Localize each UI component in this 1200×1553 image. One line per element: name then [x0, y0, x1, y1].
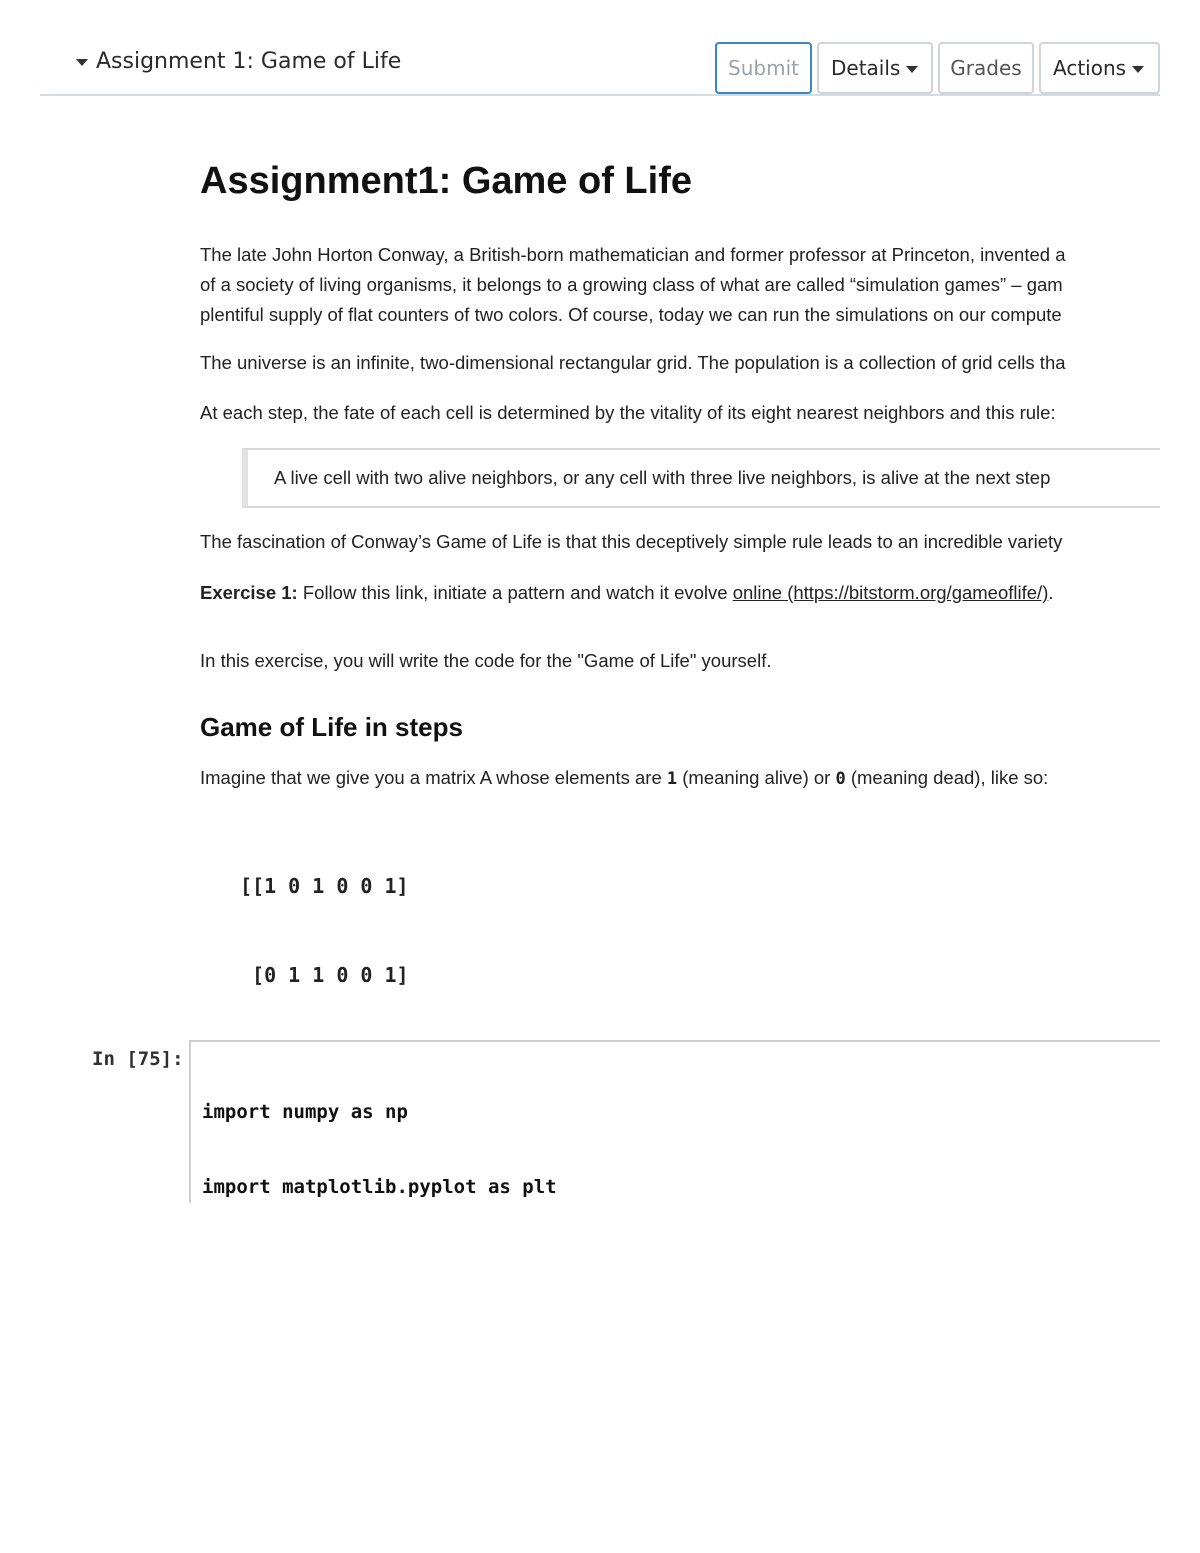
details-label: Details: [831, 56, 901, 80]
matrix-intro-before: Imagine that we give you a matrix: [200, 767, 480, 788]
alive-value: 1: [666, 769, 678, 789]
submit-label: Submit: [728, 56, 799, 80]
exercise-trailing: .: [1048, 582, 1054, 603]
matrix-row: [[1 0 1 0 0 1]: [240, 874, 409, 899]
intro-line: of a society of living organisms, it belongs to a growing class of what are called “simulation games” – gam: [200, 274, 1063, 295]
grades-label: Grades: [950, 56, 1022, 80]
actions-label: Actions: [1053, 56, 1127, 80]
gameoflife-link[interactable]: online (https://bitstorm.org/gameoflife/): [732, 582, 1049, 603]
exercise-paragraph: [200, 578, 1054, 608]
matrix-intro-middle1: whose elements are: [491, 767, 667, 788]
details-dropdown-button[interactable]: [817, 42, 933, 94]
fascination-paragraph: The fascination of Conway’s Game of Life is that this deceptively simple rule leads to an incredible variety: [200, 531, 1063, 552]
submit-button[interactable]: [715, 42, 812, 94]
notebook-content: [200, 130, 1160, 1010]
dead-value: 0: [835, 769, 846, 789]
rule-intro-paragraph: At each step, the fate of each cell is determined by the vitality of its eight nearest neighbors and this rule:: [200, 402, 1056, 423]
matrix-var: A: [479, 767, 492, 788]
exercise-text: Follow this link, initiate a pattern and watch it evolve: [297, 582, 733, 603]
universe-paragraph: The universe is an infinite, two-dimensional rectangular grid. The population is a collection of grid cells tha: [200, 352, 1066, 373]
assignment-title: Assignment 1: Game of Life: [96, 49, 402, 74]
rule-blockquote: [242, 448, 1160, 508]
caret-down-icon: [76, 59, 88, 66]
code-line: import numpy as np: [202, 1101, 408, 1123]
code-cell-editor[interactable]: [189, 1040, 1160, 1203]
matrix-intro-after: (meaning dead), like so:: [845, 767, 1049, 788]
matrix-intro-paragraph: [200, 763, 1048, 794]
code-line: import matplotlib.pyplot as plt: [202, 1176, 557, 1198]
chevron-down-icon: [1132, 66, 1144, 73]
exercise-note: In this exercise, you will write the code for the "Game of Life" yourself.: [200, 650, 772, 671]
assignment-header: [40, 40, 1160, 96]
grades-button[interactable]: [938, 42, 1034, 94]
header-button-group: [715, 42, 1160, 94]
actions-dropdown-button[interactable]: [1039, 42, 1160, 94]
matrix-intro-middle2: (meaning alive) or: [677, 767, 836, 788]
exercise-label: Exercise 1:: [200, 582, 298, 603]
rule-quote-text: A live cell with two alive neighbors, or any cell with three live neighbors, is alive at the next step: [274, 467, 1051, 488]
matrix-output: [240, 813, 421, 1010]
matrix-row: [0 1 1 0 0 1]: [240, 962, 409, 987]
page-title: Assignment1: Game of Life: [200, 160, 692, 202]
intro-line: The late John Horton Conway, a British-born mathematician and former professor at Princeton, invented a: [200, 244, 1066, 265]
chevron-down-icon: [906, 66, 918, 73]
section-title: Game of Life in steps: [200, 712, 463, 742]
assignment-collapse-toggle[interactable]: [76, 49, 401, 74]
cell-prompt: In [75]:: [92, 1048, 184, 1070]
intro-line: plentiful supply of flat counters of two colors. Of course, today we can run the simulations on our compute: [200, 304, 1062, 325]
code-text: [202, 1050, 591, 1203]
intro-paragraph: [200, 240, 1065, 330]
